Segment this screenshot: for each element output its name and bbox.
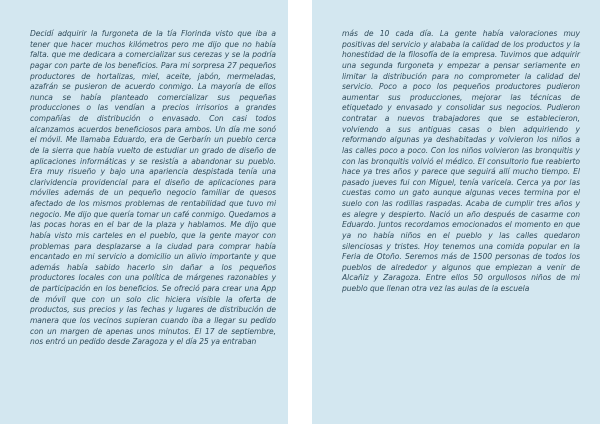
- left-page: [0, 0, 288, 424]
- right-page: [312, 0, 600, 424]
- right-page-text: más de 10 cada día. La gente había valoraciones muy positivas del servicio y alababa la calidad de los productos y la honestidad de la filosofía de la empresa. Tuvimos que adquirir una segunda furgoneta y empezar a pensar seriamente en limitar la distribución para no comprometer la calidad del servicio. Poco a poco los pequeños productores pudieron aumentar sus producciones, mejorar las técnicas de etiquetado y envasado y consolidar sus negocios. Pudieron contratar a nuevos trabajadores que se establecieron, volviendo a sus antiguas casas o bien adquiriendo y reformando algunas ya deshabitadas y volvieron los niños a las calles poco a poco. Con los niños volvieron las bronquitis y con las bronquitis volvió el médico. El consultorio fue reabierto hace ya tres años y parece que seguirá allí mucho tiempo. El pasado jueves fui con Miguel, tenía varicela. Cerca ya por las cuestas como un gato aunque algunas veces termina por el suelo con las rodillas raspadas. Acaba de cumplir tres años y es alegre y despierto. Nació un año después de casarme con Eduardo. Juntos recordamos emocionados el momento en que ya no había niños en el pueblo y las calles quedaron silenciosas y tristes. Hoy tenemos una comida popular en la Feria de Otoño. Seremos más de 1500 personas de todos los pueblos de alrededor y algunos que empiezan a venir de Alcañiz y Zaragoza. Entre ellos 50 orgullosos niños de mi pueblo que llenan otra vez las aulas de la escuela: [342, 29, 580, 293]
- left-page-text: Decidí adquirir la furgoneta de la tía Florinda visto que iba a tener que hacer muchos kilómetros pero me dijo que no había falta. que me dedicara a comercializar sus cerezas y se la podría pagar con parte de los beneficios. Para mi sorpresa 27 pequeños productores de hortalizas, miel, aceite, jabón, mermeladas, azafrán se pusieron de acuerdo conmigo. La mayoría de ellos nunca se había planteado comercializar sus pequeñas producciones o las vendían a precios irrisorios a grandes compañías de distribución o envasado. Con casi todos alcanzamos acuerdos beneficiosos para ambos. Un día me sonó el móvil. Me llamaba Eduardo, era de Gerbarín un pueblo cerca de la sierra que había vuelto de estudiar un grado de diseño de aplicaciones informáticas y se resistía a abandonar su pueblo. Era muy risueño y bajo una apariencia despistada tenía una clarividencia providencial para el diseño de aplicaciones para móviles además de un pequeño negocio familiar de quesos afectado de los mismos problemas de rentabilidad que tuvo mi negocio. Me dijo que quería tomar un café conmigo. Quedamos a las pocas horas en el bar de la plaza y hablamos. Me dijo que había visto mis carteles en el pueblo, que la gente mayor con problemas para desplazarse a la ciudad para comprar había encantado en mi servicio a domicilio un alivio importante y que además había sabido hacerlo sin dañar a los pequeños productores locales con una política de márgenes razonables y de participación en los beneficios. Se ofreció para crear una App de móvil que con un solo clic hiciera visible la oferta de productos, sus precios y las fechas y lugares de distribución de manera que los vecinos supieran cuando iba a llegar su pedido con un margen de apenas unos minutos. El 17 de septiembre, nos entró un pedido desde Zaragoza y el día 25 ya entraban: [30, 29, 276, 347]
